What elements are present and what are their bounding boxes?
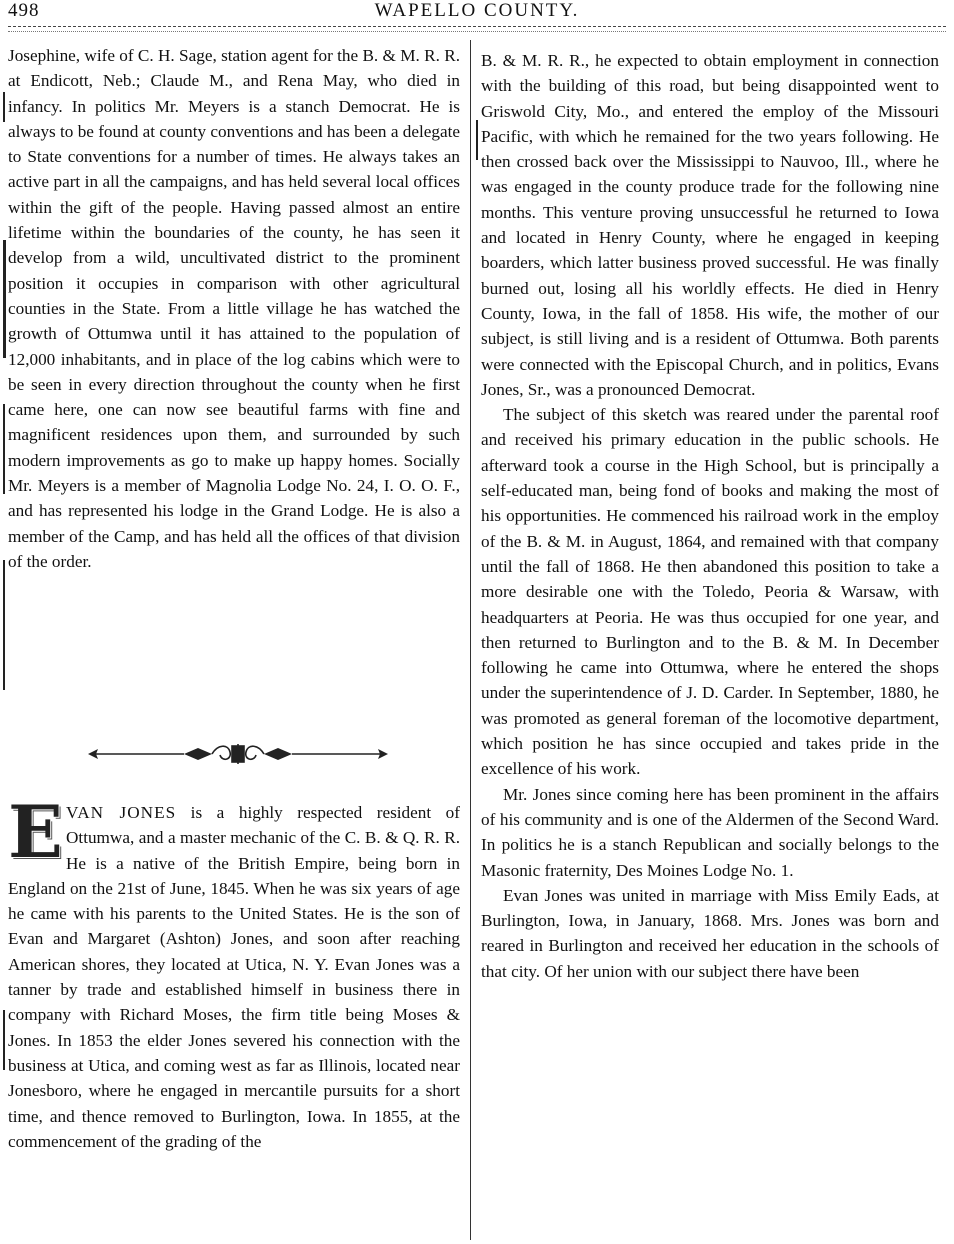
civic-paragraph: Mr. Jones since coming here has been prominent in the affairs of his community and is one of the Aldermen of the Second Ward. In politics he is a stanch Republican and socially belongs to the Masonic fraternity, Des Moines Lodge No. 1. <box>481 784 939 880</box>
biography-opening-text: is a highly respected resident of Ottumwa, and a master mechanic of the C. B. & Q. R. R. He is a native of the British Empire, being born in England on the 21st of June, 1845. When he was six years of age he came with his parents to the United States. He is the son of Evan and Margaret (Ashton) Jones, and soon after reaching American shores, they located at Utica, N. Y. Evan Jones was a tanner by trade and established himself in business there in company with Richard Moses, the firm title being Moses & Jones. In 1853 the elder Jones severed his connection with the business at Utica, and coming west as far as Illinois, located near Jonesboro, where he engaged in mercantile pursuits for a short time, and thence removed to Burlington, Iowa. In 1855, at the commencement of the grading of the <box>8 803 461 1151</box>
ornament-right-diamond <box>264 748 292 760</box>
left-column <box>8 43 460 574</box>
running-title: WAPELLO COUNTY. <box>374 0 580 21</box>
biography-opening-paragraph <box>8 789 461 1154</box>
header-rule-secondary <box>8 31 946 32</box>
drop-cap-letter: E <box>8 789 63 874</box>
margin-mark <box>3 560 5 690</box>
header-rule <box>8 26 946 27</box>
ornament-center-flourish <box>212 744 264 764</box>
parents-paragraph: B. & M. R. R., he expected to obtain employment in connection with the building of this road, but being disappointed went to Griswold City, Mo., and entered the employ of the Missouri Pacific, with which he remained for the two years following. He then crossed back over the Mississippi to Nauvoo, Ill., where he was engaged in the county produce trade for the following nine months. This venture proving unsuccessful he returned to Iowa and located in Henry County, where he engaged in keeping boarders, which latter business proved successful. He was finally burned out, losing all his worldly effects. He died in Henry County, Iowa, in the fall of 1858. His wife, the mother of our subject, is still living and is a resident of Ottumwa. Both parents were connected with the Episcopal Church, and in politics, Evans Jones, Sr., was a pronounced Democrat. <box>481 51 939 399</box>
section-ornament <box>88 742 388 766</box>
meyers-paragraph: Josephine, wife of C. H. Sage, station agent for the B. & M. R. R. at Endicott, Neb.; Claude M., and Rena May, who died in infancy. In politics Mr. Meyers is a stanch Democrat. He is always to be found at county conventions and has been a delegate to State conventions for a number of times. He always takes an active part in all the campaigns, and has held several local offices within the gift of the people. Having passed almost an entire lifetime within the boundaries of the county, he has seen it develop from a wild, uncultivated district to the prominent position it occupies in comparison with other agricultural counties in the State. From a little village he has watched the growth of Ottumwa until it has attained to the population of 12,000 inhabitants, and in place of the log cabins which were to be seen in every direction throughout the county when he first came here, one can now see beautiful farms with fine and magnificent residences upon them, and surrounded by such modern improvements as go to make up happy homes. Socially Mr. Meyers is a member of Magnolia Lodge No. 24, I. O. O. F., and has represented his lodge in the Grand Lodge. He is also a member of the Camp, and has held all the offices of that division of the order. <box>8 46 460 571</box>
margin-mark <box>476 120 478 160</box>
column-divider <box>470 40 471 1240</box>
margin-mark <box>3 240 6 358</box>
margin-mark <box>3 404 5 494</box>
career-paragraph: The subject of this sketch was reared under the parental roof and received his primary education in the public schools. He afterward took a course in the High School, but is principally a self-educated man, being fond of books and making the most of his opportunities. He commenced his railroad work in the employ of the B. & M. in August, 1864, and remained with that company until the fall of 1868. He then abandoned this position to take a more desirable one with the Toledo, Peoria & Warsaw, with headquarters at Peoria. He was thus occupied for one year, and then returned to Burlington and to the B. & M. In December following he came into Ottumwa, where he entered the shops under the superintendence of J. D. Carder. In September, 1880, he was promoted as general foreman of the locomotive department, which position he has since occupied and takes pride in the excellence of his work. <box>481 405 939 779</box>
page-number: 498 <box>8 0 40 21</box>
margin-mark <box>3 92 5 122</box>
biography-lead-name: VAN JONES <box>66 803 177 822</box>
margin-mark <box>3 1010 5 1070</box>
marriage-paragraph: Evan Jones was united in marriage with Miss Emily Eads, at Burlington, Iowa, in January, 1868. Mrs. Jones was born and reared in Burlington and received her education in the schools of that city. Of her union with our subject there have been <box>481 885 939 981</box>
ornament-left-diamond <box>184 748 212 760</box>
right-column <box>481 48 939 984</box>
evan-jones-biography <box>8 789 461 1154</box>
